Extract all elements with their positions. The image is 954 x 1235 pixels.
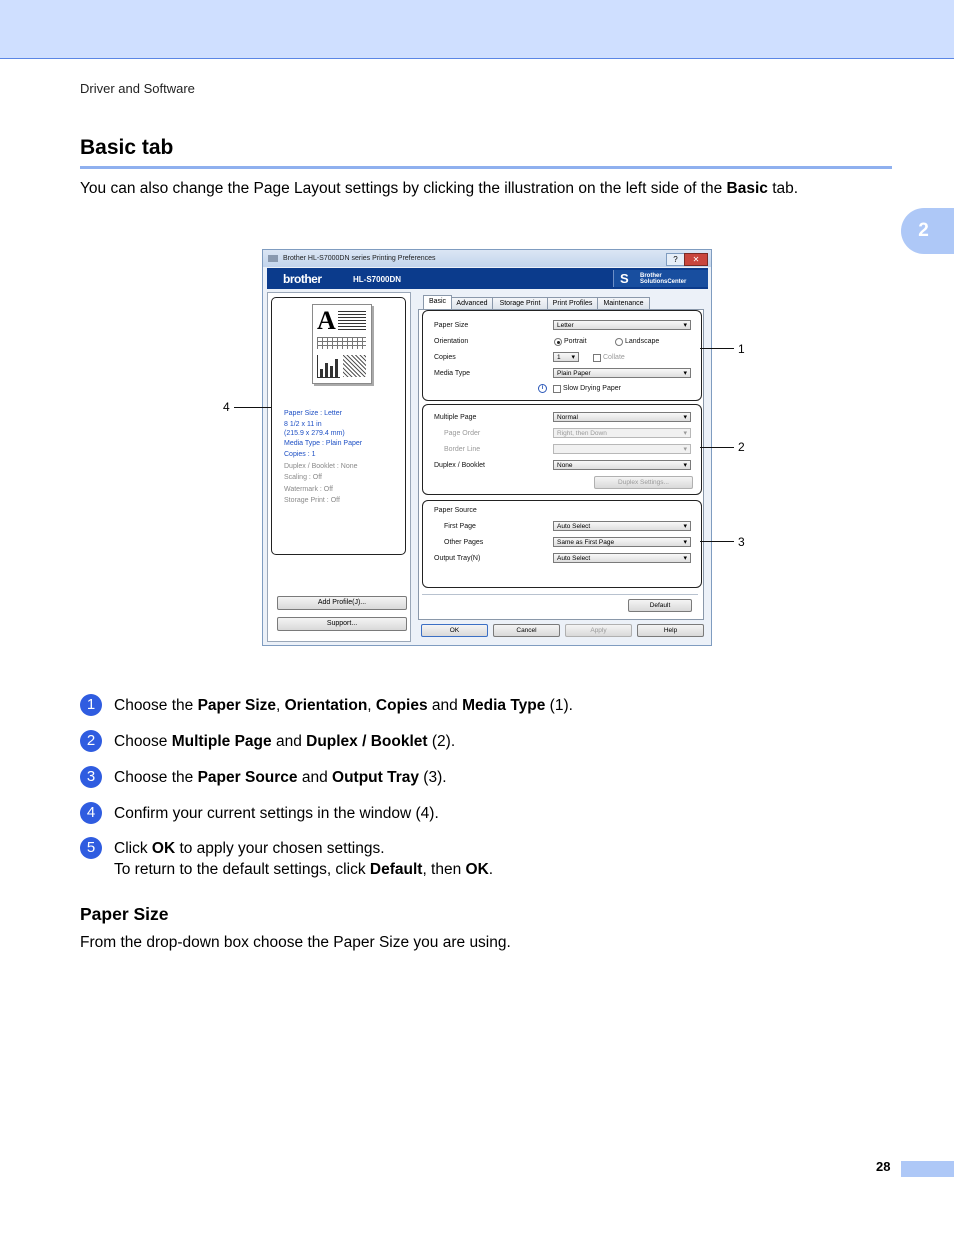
dialog-title: Brother HL-S7000DN series Printing Preferences — [283, 255, 436, 262]
summary-media-type: Media Type : Plain Paper — [284, 439, 363, 447]
landscape-radio[interactable] — [615, 338, 623, 346]
step-3-number: 3 — [80, 766, 102, 788]
step-4-text: Confirm your current settings in the window (4). — [114, 805, 439, 822]
letter-a-glyph: A — [317, 306, 336, 335]
solutions-center-icon: S — [620, 271, 629, 286]
step-2-number: 2 — [80, 730, 102, 752]
callout-line-2 — [700, 447, 734, 448]
tab-storage-print[interactable]: Storage Print — [492, 297, 548, 309]
callout-line-1 — [700, 348, 734, 349]
duplex-booklet-label: Duplex / Booklet — [434, 462, 485, 469]
copies-label: Copies — [434, 354, 456, 361]
step-4-number: 4 — [80, 802, 102, 824]
callout-line-4 — [234, 407, 271, 408]
summary-paper-dim-mm: (215.9 x 279.4 mm) — [284, 429, 345, 437]
portrait-radio[interactable] — [554, 338, 562, 346]
step-5-text: Click OK to apply your chosen settings. To return to the default settings, click Default, then OK. — [114, 840, 494, 878]
media-type-select[interactable]: Plain Paper ▾ — [553, 368, 691, 378]
tab-maintenance[interactable]: Maintenance — [597, 297, 650, 309]
header-bar — [0, 0, 954, 59]
summary-watermark: Watermark : Off — [284, 485, 334, 493]
printer-icon — [268, 255, 278, 262]
intro-text: You can also change the Page Layout settings by clicking the illustration on the left side of the — [80, 180, 727, 197]
brand-banner — [267, 268, 708, 289]
paper-size-select[interactable]: Letter ▾ — [553, 320, 691, 330]
default-button[interactable]: Default — [628, 599, 692, 612]
preview-box[interactable] — [271, 297, 406, 555]
support-button[interactable]: Support... — [277, 617, 407, 631]
summary-paper-size: Paper Size : Letter — [284, 410, 342, 417]
paper-size-heading: Paper Size — [80, 904, 169, 924]
help-icon[interactable]: ? — [666, 253, 685, 266]
text-lines-graphic — [338, 311, 366, 331]
page-layout-illustration[interactable] — [312, 304, 372, 384]
paper-size-label: Paper Size — [434, 322, 469, 329]
help-button[interactable]: Help — [637, 624, 704, 637]
landscape-label: Landscape — [625, 338, 660, 345]
page-order-select[interactable]: Right, then Down ▾ — [553, 428, 691, 438]
page-number-bar — [901, 1161, 954, 1177]
chapter-tab — [901, 208, 954, 254]
tab-advanced[interactable]: Advanced — [451, 297, 493, 309]
basic-tab-panel — [418, 309, 704, 620]
step-1-number: 1 — [80, 694, 102, 716]
collate-checkbox[interactable] — [593, 354, 601, 362]
other-pages-select[interactable]: Same as First Page ▾ — [553, 537, 691, 547]
step-5-number: 5 — [80, 837, 102, 859]
border-line-label: Border Line — [444, 446, 481, 453]
section-title: Basic tab — [80, 136, 174, 159]
step-3-text: Choose the Paper Source and Output Tray (3). — [114, 769, 447, 786]
settings-summary — [284, 408, 362, 507]
media-type-label: Media Type — [434, 370, 471, 377]
intro-paragraph — [80, 180, 900, 198]
running-title: Driver and Software — [80, 81, 195, 96]
dialog-title-bar — [263, 250, 711, 267]
summary-storage-print: Storage Print : Off — [284, 497, 340, 504]
first-page-label: First Page — [444, 523, 476, 530]
cancel-button[interactable]: Cancel — [493, 624, 560, 637]
hatched-image-graphic — [343, 355, 366, 377]
slow-drying-checkbox[interactable] — [553, 385, 561, 393]
add-profile-button[interactable]: Add Profile(J)... — [277, 596, 407, 610]
callout-3: 3 — [738, 535, 745, 549]
preview-panel — [267, 292, 411, 642]
summary-copies: Copies : 1 — [284, 451, 316, 458]
summary-paper-dim-in: 8 1/2 x 11 in — [284, 420, 322, 428]
divider — [422, 594, 698, 595]
summary-duplex: Duplex / Booklet : None — [284, 462, 358, 470]
apply-button[interactable]: Apply — [565, 624, 632, 637]
page-order-label: Page Order — [444, 430, 481, 437]
tab-basic[interactable]: Basic — [423, 295, 452, 310]
duplex-booklet-select[interactable]: None ▾ — [553, 460, 691, 470]
ok-button[interactable]: OK — [421, 624, 488, 637]
intro-bold: Basic — [726, 180, 768, 197]
multiple-page-label: Multiple Page — [434, 414, 477, 421]
callout-line-3 — [700, 541, 734, 542]
other-pages-label: Other Pages — [444, 539, 484, 546]
paper-source-label: Paper Source — [434, 507, 477, 514]
portrait-label: Portrait — [564, 338, 587, 345]
model-name: HL-S7000DN — [353, 275, 402, 284]
bar-chart-graphic — [317, 355, 340, 378]
layout-settings-group — [422, 404, 702, 495]
solutions-center-button[interactable] — [613, 270, 708, 287]
border-line-select[interactable] — [553, 444, 691, 454]
printing-preferences-dialog — [262, 249, 712, 646]
paper-source-group — [422, 500, 702, 588]
copies-stepper[interactable]: 1 ▾ — [553, 352, 579, 362]
solutions-center-label: Brother SolutionsCenter — [640, 273, 687, 285]
paper-size-text: From the drop-down box choose the Paper Size you are using. — [80, 934, 511, 951]
paper-settings-group — [422, 310, 702, 401]
step-1-text: Choose the Paper Size, Orientation, Copies and Media Type (1). — [114, 697, 573, 714]
orientation-label: Orientation — [434, 338, 469, 345]
multiple-page-select[interactable]: Normal ▾ — [553, 412, 691, 422]
output-tray-label: Output Tray(N) — [434, 555, 481, 562]
step-2-text: Choose Multiple Page and Duplex / Booklet (2). — [114, 733, 456, 750]
brother-logo: brother — [283, 272, 322, 286]
close-icon[interactable]: ✕ — [684, 253, 708, 266]
info-icon[interactable]: i — [538, 384, 547, 393]
collate-label: Collate — [603, 354, 625, 361]
table-graphic — [317, 337, 366, 349]
callout-1: 1 — [738, 342, 745, 356]
page-number: 28 — [876, 1159, 891, 1174]
first-page-select[interactable]: Auto Select ▾ — [553, 521, 691, 531]
title-rule — [80, 166, 892, 169]
intro-text-end: tab. — [767, 180, 799, 197]
callout-2: 2 — [738, 440, 745, 454]
summary-scaling: Scaling : Off — [284, 474, 323, 481]
duplex-settings-button[interactable]: Duplex Settings... — [594, 476, 693, 489]
chapter-number: 2 — [918, 220, 929, 241]
slow-drying-label: Slow Drying Paper — [563, 385, 621, 392]
callout-4: 4 — [223, 400, 230, 414]
output-tray-select[interactable]: Auto Select ▾ — [553, 553, 691, 563]
tab-print-profiles[interactable]: Print Profiles — [547, 297, 598, 309]
